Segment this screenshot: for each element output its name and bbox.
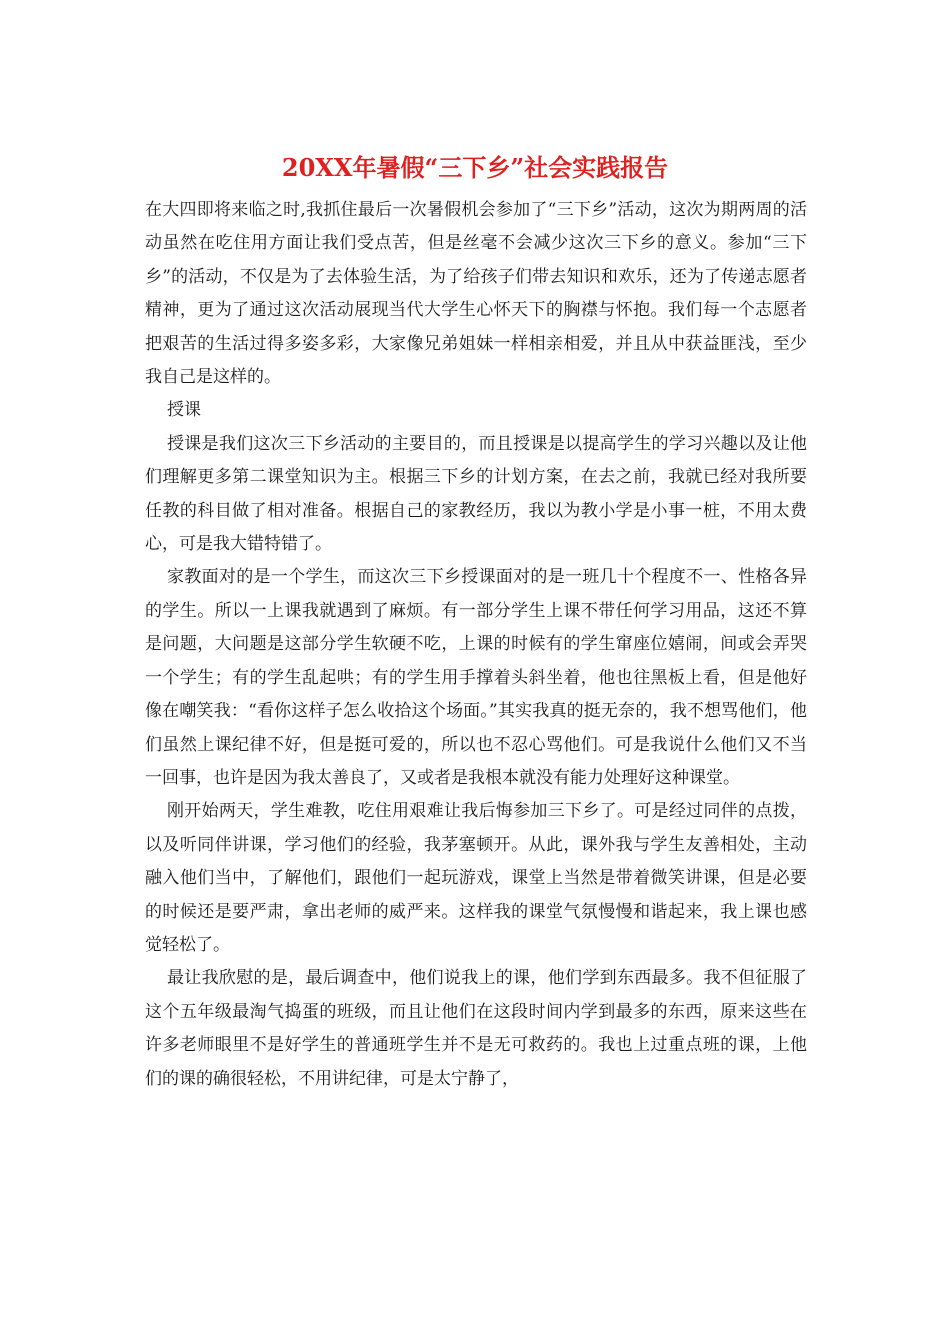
paragraph-classroom-trouble: 家教面对的是一个学生，而这次三下乡授课面对的是一班几十个程度不一、性格各异的学生。所以一上课我就遇到了麻烦。有一部分学生上课不带任何学习用品，这还不算是问题，大问题是这部分学生软硬不吃，上课的时候有的学生窜座位嬉闹，间或会弄哭一个学生；有的学生乱起哄；有的学生用手撑着头斜坐着，他也往黑板上看，但是他好像在嘲笑我：“看你这样子怎么收拾这个场面。”其实我真的挺无奈的，我不想骂他们，他们虽然上课纪律不好，但是挺可爱的，所以也不忍心骂他们。可是我说什么他们又不当一回事，也许是因为我太善良了，又或者是我根本就没有能力处理好这种课堂。 [145, 567, 807, 788]
paragraph-first-days: 刚开始两天，学生难教，吃住用艰难让我后悔参加三下乡了。可是经过同伴的点拨，以及听同伴讲课，学习他们的经验，我茅塞顿开。从此，课外我与学生友善相处，主动融入他们当中，了解他们，跟他们一起玩游戏，课堂上当然是带着微笑讲课，但是必要的时候还是要严肃，拿出老师的威严来。这样我的课堂气氛慢慢和谐起来，我上课也感觉轻松了。 [145, 801, 807, 955]
page-title: 20XX年暑假“三下乡”社会实践报告 [281, 153, 669, 182]
document-body [145, 194, 807, 1096]
section-heading-teaching: 授课 [167, 400, 201, 421]
paragraph-gratification: 最让我欣慰的是，最后调查中，他们说我上的课，他们学到东西最多。我不但征服了这个五年级最淘气捣蛋的班级，而且让他们在这段时间内学到最多的东西，原来这些在许多老师眼里不是好学生的普通班学生并不是无可救药的。我也上过重点班的课，上他们的课的确很轻松，不用讲纪律，可是太宁静了， [145, 968, 807, 1089]
paragraph-teaching-purpose: 授课是我们这次三下乡活动的主要目的，而且授课是以提高学生的学习兴趣以及让他们理解更多第二课堂知识为主。根据三下乡的计划方案，在去之前，我就已经对我所要任教的科目做了相对准备。根据自己的家教经历，我以为教小学是小事一桩，不用太费心，可是我大错特错了。 [145, 433, 807, 555]
paragraph-intro: 在大四即将来临之时,我抓住最后一次暑假机会参加了“三下乡”活动，这次为期两周的活动虽然在吃住用方面让我们受点苦，但是丝毫不会减少这次三下乡的意义。参加“三下乡”的活动，不仅是为了去体验生活，为了给孩子们带去知识和欢乐，还为了传递志愿者精神，更为了通过这次活动展现当代大学生心怀天下的胸襟与怀抱。我们每一个志愿者把艰苦的生活过得多姿多彩，大家像兄弟姐妹一样相亲相爱，并且从中获益匪浅，至少我自己是这样的。 [145, 200, 807, 388]
